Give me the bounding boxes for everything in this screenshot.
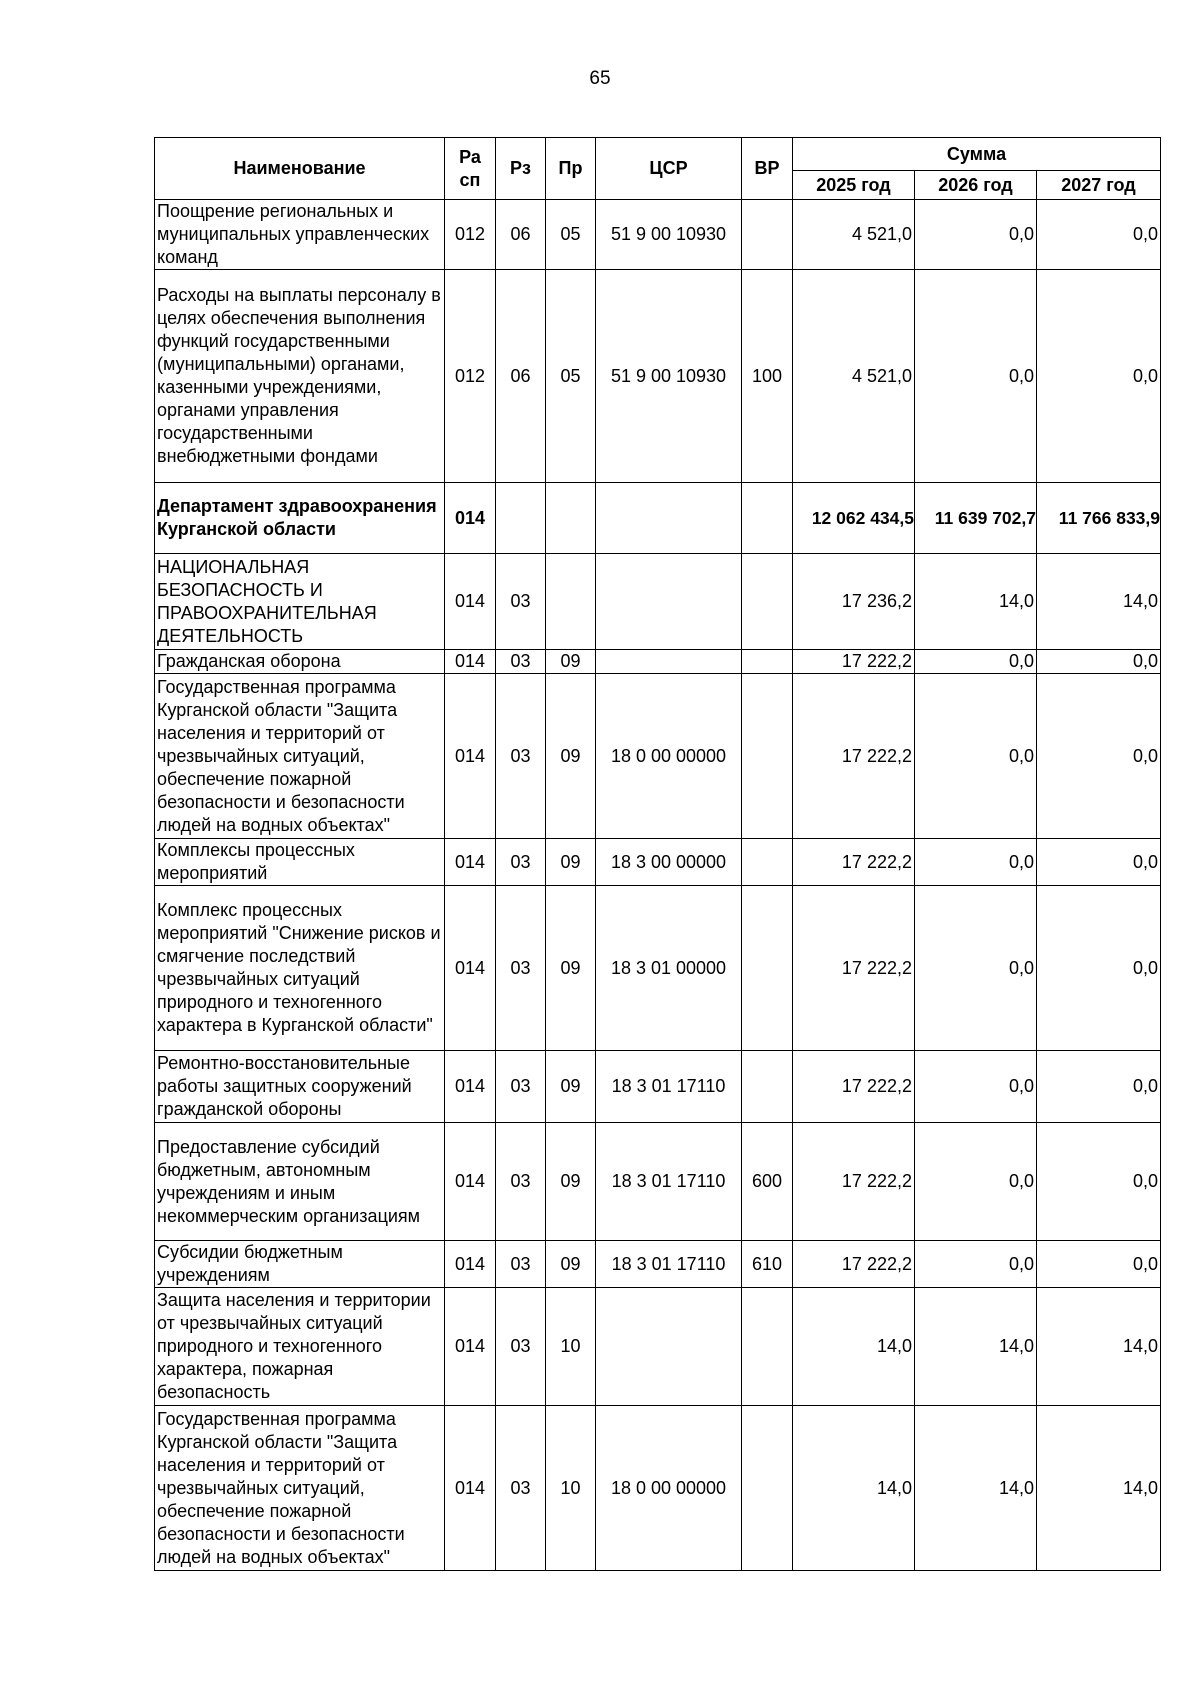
table-body xyxy=(155,200,1161,1571)
cell-y2025: 4 521,0 xyxy=(793,270,915,483)
cell-y2025: 17 222,2 xyxy=(793,674,915,839)
cell-rasp: 014 xyxy=(445,1406,496,1571)
cell-rz: 03 xyxy=(496,839,546,886)
cell-y2027: 0,0 xyxy=(1037,650,1161,674)
header-rasp: Ра сп xyxy=(445,138,496,200)
cell-rz: 03 xyxy=(496,1241,546,1288)
cell-name: Расходы на выплаты персоналу в целях обеспечения выполнения функций государственными (муниципальными) органами, казенными учреждениями, органами управления государственными внебюджетными фондами xyxy=(155,270,445,483)
cell-vr xyxy=(742,886,793,1051)
cell-y2025: 17 222,2 xyxy=(793,839,915,886)
cell-name: Государственная программа Курганской области "Защита населения и территорий от чрезвычайных ситуаций, обеспечение пожарной безопасности и безопасности людей на водных объектах" xyxy=(155,674,445,839)
cell-pr: 05 xyxy=(546,270,596,483)
cell-csr: 18 0 00 00000 xyxy=(596,1406,742,1571)
budget-table xyxy=(154,137,1161,1571)
cell-csr: 51 9 00 10930 xyxy=(596,270,742,483)
cell-vr xyxy=(742,650,793,674)
cell-rz: 03 xyxy=(496,674,546,839)
cell-name: Защита населения и территории от чрезвычайных ситуаций природного и техногенного характера, пожарная безопасность xyxy=(155,1288,445,1406)
cell-rz: 03 xyxy=(496,1123,546,1241)
cell-rasp: 014 xyxy=(445,674,496,839)
cell-name: Гражданская оборона xyxy=(155,650,445,674)
cell-y2025: 17 222,2 xyxy=(793,886,915,1051)
cell-pr: 09 xyxy=(546,886,596,1051)
cell-rz xyxy=(496,483,546,554)
cell-csr: 51 9 00 10930 xyxy=(596,200,742,270)
cell-y2026: 0,0 xyxy=(915,839,1037,886)
cell-csr xyxy=(596,483,742,554)
cell-vr: 600 xyxy=(742,1123,793,1241)
table-row xyxy=(155,650,1161,674)
cell-vr xyxy=(742,674,793,839)
cell-pr: 09 xyxy=(546,839,596,886)
cell-y2025: 12 062 434,5 xyxy=(793,483,915,554)
cell-rz: 06 xyxy=(496,200,546,270)
cell-vr xyxy=(742,483,793,554)
header-vr: ВР xyxy=(742,138,793,200)
cell-name: НАЦИОНАЛЬНАЯ БЕЗОПАСНОСТЬ И ПРАВООХРАНИТЕЛЬНАЯ ДЕЯТЕЛЬНОСТЬ xyxy=(155,554,445,650)
header-csr: ЦСР xyxy=(596,138,742,200)
cell-y2025: 17 222,2 xyxy=(793,1051,915,1123)
cell-rz: 06 xyxy=(496,270,546,483)
table-row xyxy=(155,1406,1161,1571)
cell-rasp: 014 xyxy=(445,1051,496,1123)
cell-y2025: 4 521,0 xyxy=(793,200,915,270)
header-2026: 2026 год xyxy=(915,171,1037,200)
table-row xyxy=(155,483,1161,554)
cell-y2025: 17 222,2 xyxy=(793,1241,915,1288)
table-row xyxy=(155,886,1161,1051)
cell-csr: 18 0 00 00000 xyxy=(596,674,742,839)
cell-pr: 09 xyxy=(546,1123,596,1241)
cell-y2027: 0,0 xyxy=(1037,1241,1161,1288)
cell-vr xyxy=(742,1051,793,1123)
cell-rasp: 012 xyxy=(445,200,496,270)
cell-name: Государственная программа Курганской области "Защита населения и территорий от чрезвычайных ситуаций, обеспечение пожарной безопасности и безопасности людей на водных объектах" xyxy=(155,1406,445,1571)
cell-y2027: 14,0 xyxy=(1037,554,1161,650)
cell-y2026: 0,0 xyxy=(915,650,1037,674)
cell-y2026: 14,0 xyxy=(915,1288,1037,1406)
cell-rasp: 014 xyxy=(445,886,496,1051)
header-2025: 2025 год xyxy=(793,171,915,200)
cell-y2027: 0,0 xyxy=(1037,674,1161,839)
header-pr: Пр xyxy=(546,138,596,200)
header-rz: Рз xyxy=(496,138,546,200)
cell-vr: 100 xyxy=(742,270,793,483)
cell-csr: 18 3 00 00000 xyxy=(596,839,742,886)
cell-y2026: 11 639 702,7 xyxy=(915,483,1037,554)
cell-y2026: 0,0 xyxy=(915,886,1037,1051)
cell-y2027: 0,0 xyxy=(1037,886,1161,1051)
cell-pr: 05 xyxy=(546,200,596,270)
cell-pr: 09 xyxy=(546,650,596,674)
cell-y2026: 14,0 xyxy=(915,1406,1037,1571)
cell-rasp: 014 xyxy=(445,650,496,674)
table-row xyxy=(155,1123,1161,1241)
cell-y2026: 0,0 xyxy=(915,674,1037,839)
cell-rz: 03 xyxy=(496,1051,546,1123)
cell-pr: 09 xyxy=(546,1241,596,1288)
cell-y2027: 0,0 xyxy=(1037,1123,1161,1241)
cell-y2026: 0,0 xyxy=(915,1241,1037,1288)
cell-pr: 09 xyxy=(546,1051,596,1123)
cell-csr xyxy=(596,650,742,674)
cell-name: Предоставление субсидий бюджетным, автономным учреждениям и иным некоммерческим организациям xyxy=(155,1123,445,1241)
cell-rasp: 014 xyxy=(445,554,496,650)
table-row xyxy=(155,1288,1161,1406)
cell-y2026: 0,0 xyxy=(915,270,1037,483)
cell-csr xyxy=(596,1288,742,1406)
cell-pr: 09 xyxy=(546,674,596,839)
cell-rz: 03 xyxy=(496,650,546,674)
cell-rasp: 014 xyxy=(445,1123,496,1241)
cell-rz: 03 xyxy=(496,1288,546,1406)
cell-name: Субсидии бюджетным учреждениям xyxy=(155,1241,445,1288)
cell-csr: 18 3 01 17110 xyxy=(596,1241,742,1288)
table-row xyxy=(155,200,1161,270)
cell-y2026: 0,0 xyxy=(915,1051,1037,1123)
header-sum: Сумма xyxy=(793,138,1161,171)
cell-vr: 610 xyxy=(742,1241,793,1288)
cell-vr xyxy=(742,839,793,886)
cell-y2027: 0,0 xyxy=(1037,270,1161,483)
cell-vr xyxy=(742,1406,793,1571)
cell-csr: 18 3 01 17110 xyxy=(596,1051,742,1123)
cell-pr: 10 xyxy=(546,1288,596,1406)
table-row xyxy=(155,270,1161,483)
cell-y2027: 14,0 xyxy=(1037,1288,1161,1406)
cell-name: Ремонтно-восстановительные работы защитных сооружений гражданской обороны xyxy=(155,1051,445,1123)
cell-rz: 03 xyxy=(496,554,546,650)
table-row xyxy=(155,839,1161,886)
cell-csr xyxy=(596,554,742,650)
cell-rasp: 014 xyxy=(445,483,496,554)
cell-y2025: 14,0 xyxy=(793,1288,915,1406)
cell-name: Комплекс процессных мероприятий "Снижение рисков и смягчение последствий чрезвычайных ситуаций природного и техногенного характера в Курганской области" xyxy=(155,886,445,1051)
cell-vr xyxy=(742,200,793,270)
cell-y2026: 14,0 xyxy=(915,554,1037,650)
cell-y2025: 17 222,2 xyxy=(793,1123,915,1241)
cell-pr xyxy=(546,483,596,554)
cell-name: Поощрение региональных и муниципальных управленческих команд xyxy=(155,200,445,270)
cell-rz: 03 xyxy=(496,1406,546,1571)
table-row xyxy=(155,1241,1161,1288)
cell-pr: 10 xyxy=(546,1406,596,1571)
cell-y2027: 0,0 xyxy=(1037,1051,1161,1123)
cell-csr: 18 3 01 00000 xyxy=(596,886,742,1051)
cell-pr xyxy=(546,554,596,650)
header-name: Наименование xyxy=(155,138,445,200)
table-row xyxy=(155,1051,1161,1123)
cell-name: Комплексы процессных мероприятий xyxy=(155,839,445,886)
cell-y2027: 11 766 833,9 xyxy=(1037,483,1161,554)
page-number: 65 xyxy=(589,68,611,89)
cell-rz: 03 xyxy=(496,886,546,1051)
header-2027: 2027 год xyxy=(1037,171,1161,200)
cell-y2026: 0,0 xyxy=(915,200,1037,270)
cell-csr: 18 3 01 17110 xyxy=(596,1123,742,1241)
cell-y2025: 14,0 xyxy=(793,1406,915,1571)
cell-y2025: 17 222,2 xyxy=(793,650,915,674)
cell-rasp: 014 xyxy=(445,1288,496,1406)
cell-rasp: 014 xyxy=(445,1241,496,1288)
cell-y2026: 0,0 xyxy=(915,1123,1037,1241)
cell-vr xyxy=(742,554,793,650)
cell-y2027: 0,0 xyxy=(1037,200,1161,270)
cell-rasp: 014 xyxy=(445,839,496,886)
cell-rasp: 012 xyxy=(445,270,496,483)
table-row xyxy=(155,554,1161,650)
cell-y2027: 14,0 xyxy=(1037,1406,1161,1571)
cell-y2027: 0,0 xyxy=(1037,839,1161,886)
table-row xyxy=(155,674,1161,839)
cell-name: Департамент здравоохранения Курганской области xyxy=(155,483,445,554)
cell-vr xyxy=(742,1288,793,1406)
cell-y2025: 17 236,2 xyxy=(793,554,915,650)
